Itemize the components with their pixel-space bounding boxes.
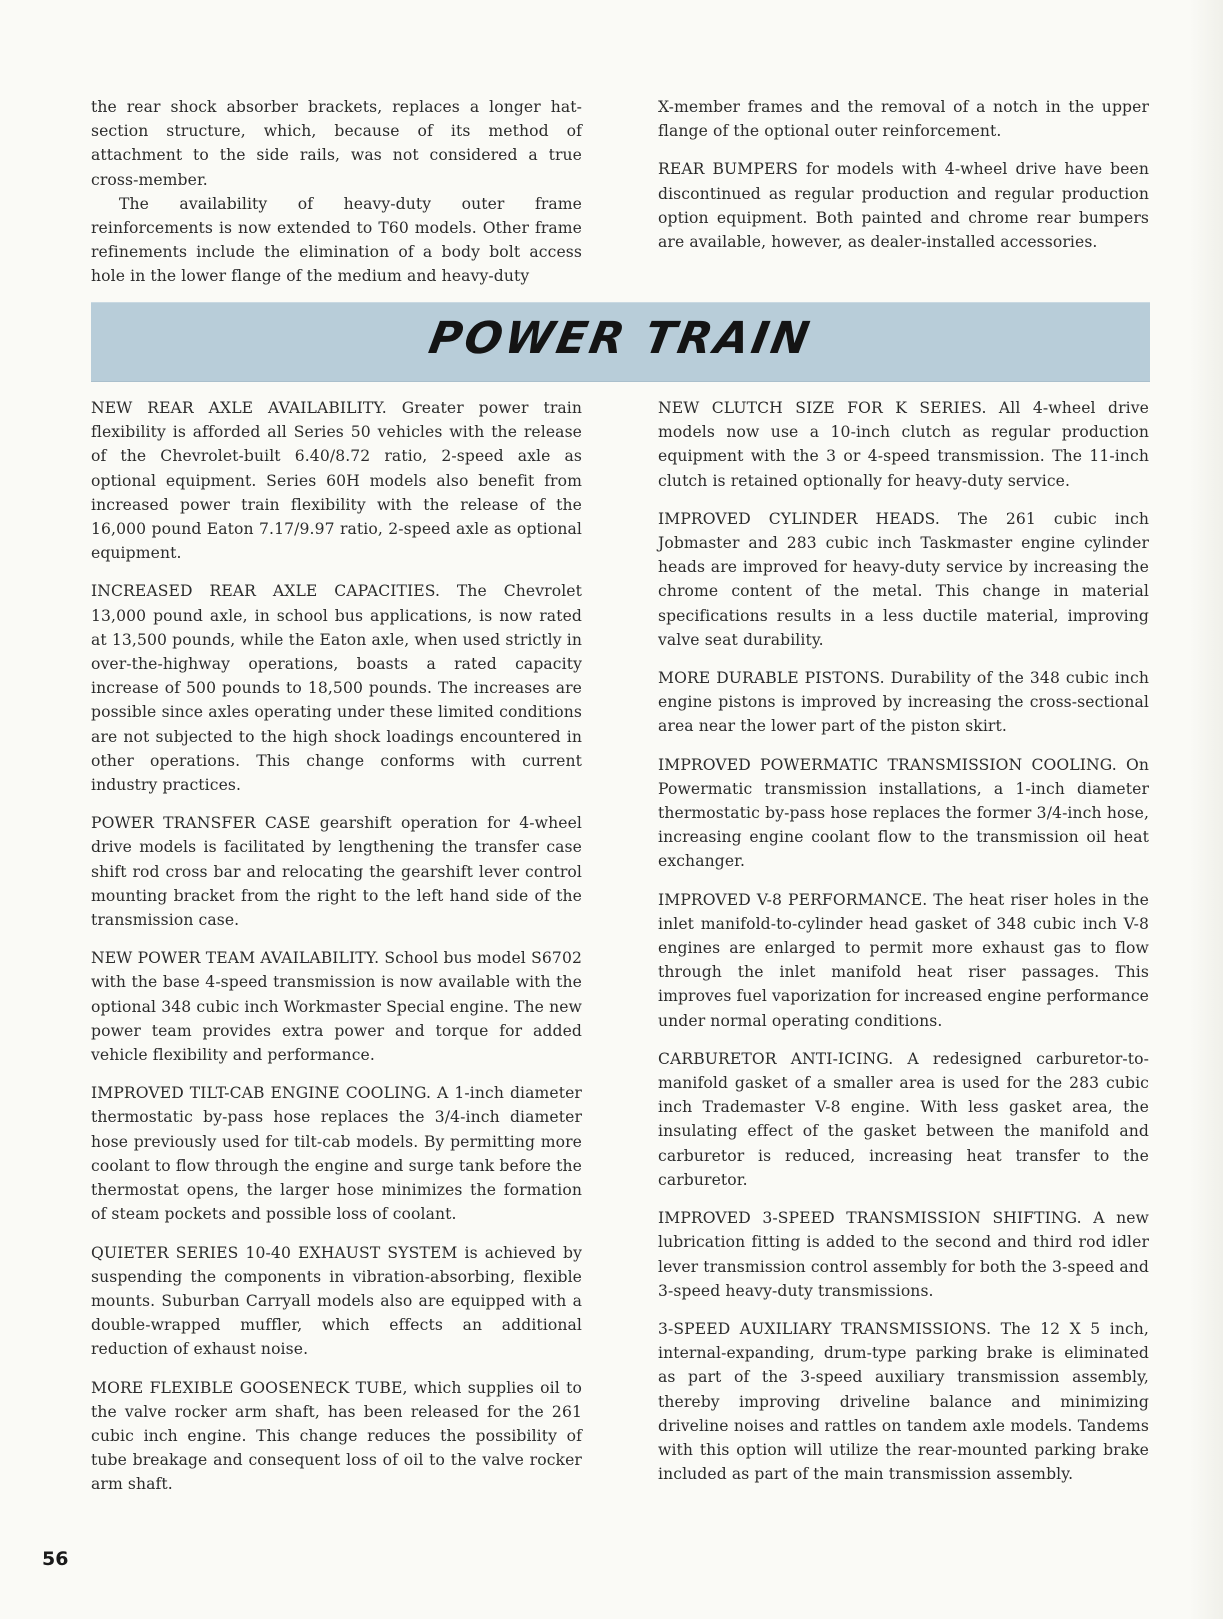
section-banner — [91, 302, 1150, 382]
top-left-column — [91, 95, 582, 289]
paragraph: NEW POWER TEAM AVAILABILITY. School bus model S6702 with the base 4-speed transmission is now available with the optional 348 cubic inch Workmaster Special engine. The new power team provides extra power and torque for added vehicle flexibility and performance. — [91, 949, 582, 1065]
paragraph: REAR BUMPERS for models with 4-wheel drive have been discontinued as regular production and regular production option equipment. Both painted and chrome rear bumpers are available, however, as dealer-installed accessories. — [658, 160, 1149, 252]
paragraph: IMPROVED TILT-CAB ENGINE COOLING. A 1-inch diameter thermostatic by-pass hose replaces the 3/4-inch diameter hose previously used for tilt-cab models. By permitting more coolant to flow through the engine and surge tank before the thermostat opens, the larger hose minimizes the formation of steam pockets and possible loss of coolant. — [91, 1084, 582, 1224]
paragraph: IMPROVED POWERMATIC TRANSMISSION COOLING. On Powermatic transmission installations, a 1-inch diameter thermostatic by-pass hose replaces the former 3/4-inch hose, increasing engine coolant flow to the transmission oil heat exchanger. — [658, 755, 1149, 871]
section-title: POWER TRAIN — [425, 313, 816, 364]
page-edge-shadow — [1189, 0, 1223, 1619]
paragraph: IMPROVED 3-SPEED TRANSMISSION SHIFTING. A new lubrication fitting is added to the second and third rod idler lever transmission control assembly for both the 3-speed and 3-speed heavy-duty transmissions. — [658, 1209, 1149, 1300]
paragraph: IMPROVED CYLINDER HEADS. The 261 cubic inch Jobmaster and 283 cubic inch Taskmaster engine cylinder heads are improved for heavy-duty service by increasing the chrome content of the metal. This change in material specifications results in a less ductile material, improving valve seat durability. — [658, 509, 1149, 649]
paragraph: POWER TRANSFER CASE gearshift operation for 4-wheel drive models is facilitated by lengthening the transfer case shift rod cross bar and relocating the gearshift lever control mounting bracket from the right to the left hand side of the transmission case. — [91, 814, 582, 930]
paragraph: INCREASED REAR AXLE CAPACITIES. The Chevrolet 13,000 pound axle, in school bus applications, is now rated at 13,500 pounds, while the Eaton axle, when used strictly in over-the-highway operations, boasts a rated capacity increase of 500 pounds to 18,500 pounds. The increases are possible since axles operating under these limited conditions are not subjected to the high shock loadings encountered in other operations. This change conforms with current industry practices. — [91, 582, 582, 795]
paragraph: MORE DURABLE PISTONS. Durability of the 348 cubic inch engine pistons is improved by increasing the cross-sectional area near the lower part of the piston skirt. — [658, 669, 1149, 736]
paragraph: 3-SPEED AUXILIARY TRANSMISSIONS. The 12 X 5 inch, internal-expanding, drum-type parking brake is eliminated as part of the 3-speed auxiliary transmission assembly, thereby improving driveline balance and minimizing driveline noises and rattles on tandem axle models. Tandems with this option will utilize the rear-mounted parking brake included as part of the main transmission assembly. — [658, 1319, 1149, 1484]
top-right-column — [658, 95, 1149, 254]
paragraph: X-member frames and the removal of a notch in the upper flange of the optional outer reinforcement. — [658, 98, 1149, 141]
main-right-column — [658, 396, 1149, 1486]
paragraph: NEW REAR AXLE AVAILABILITY. Greater power train flexibility is afforded all Series 50 vehicles with the release of the Chevrolet-built 6.40/8.72 ratio, 2-speed axle as optional equipment. Series 60H models also benefit from increased power train flexibility with the release of the 16,000 pound Eaton 7.17/9.97 ratio, 2-speed axle as optional equipment. — [91, 399, 582, 563]
paragraph: IMPROVED V-8 PERFORMANCE. The heat riser holes in the inlet manifold-to-cylinder head gasket of 348 cubic inch V-8 engines are enlarged to permit more exhaust gas to flow through the inlet manifold heat riser passages. This improves fuel vaporization for increased engine performance under normal operating conditions. — [658, 890, 1149, 1030]
main-left-column — [91, 396, 582, 1497]
paragraph: the rear shock absorber brackets, replaces a longer hat-section structure, which, because of its method of attachment to the side rails, was not considered a true cross-member. — [91, 98, 582, 189]
paragraph: CARBURETOR ANTI-ICING. A redesigned carburetor-to-manifold gasket of a smaller area is used for the 283 cubic inch Trademaster V-8 engine. With less gasket area, the insulating effect of the gasket between the manifold and carburetor is reduced, increasing heat transfer to the carburetor. — [658, 1049, 1149, 1189]
paragraph: The availability of heavy-duty outer frame reinforcements is now extended to T60 models. Other frame refinements include the elimination of a body bolt access hole in the lower flange of the medium and heavy-duty — [91, 194, 582, 286]
paragraph: NEW CLUTCH SIZE FOR K SERIES. All 4-wheel drive models now use a 10-inch clutch as regular production equipment with the 3 or 4-speed transmission. The 11-inch clutch is retained optionally for heavy-duty service. — [658, 399, 1149, 490]
paragraph: MORE FLEXIBLE GOOSENECK TUBE, which supplies oil to the valve rocker arm shaft, has been released for the 261 cubic inch engine. This change reduces the possibility of tube breakage and consequent loss of oil to the valve rocker arm shaft. — [91, 1378, 582, 1494]
paragraph: QUIETER SERIES 10-40 EXHAUST SYSTEM is achieved by suspending the components in vibration-absorbing, flexible mounts. Suburban Carryall models also are equipped with a double-wrapped muffler, which effects an additional reduction of exhaust noise. — [91, 1243, 582, 1359]
page-number: 56 — [42, 1548, 69, 1570]
